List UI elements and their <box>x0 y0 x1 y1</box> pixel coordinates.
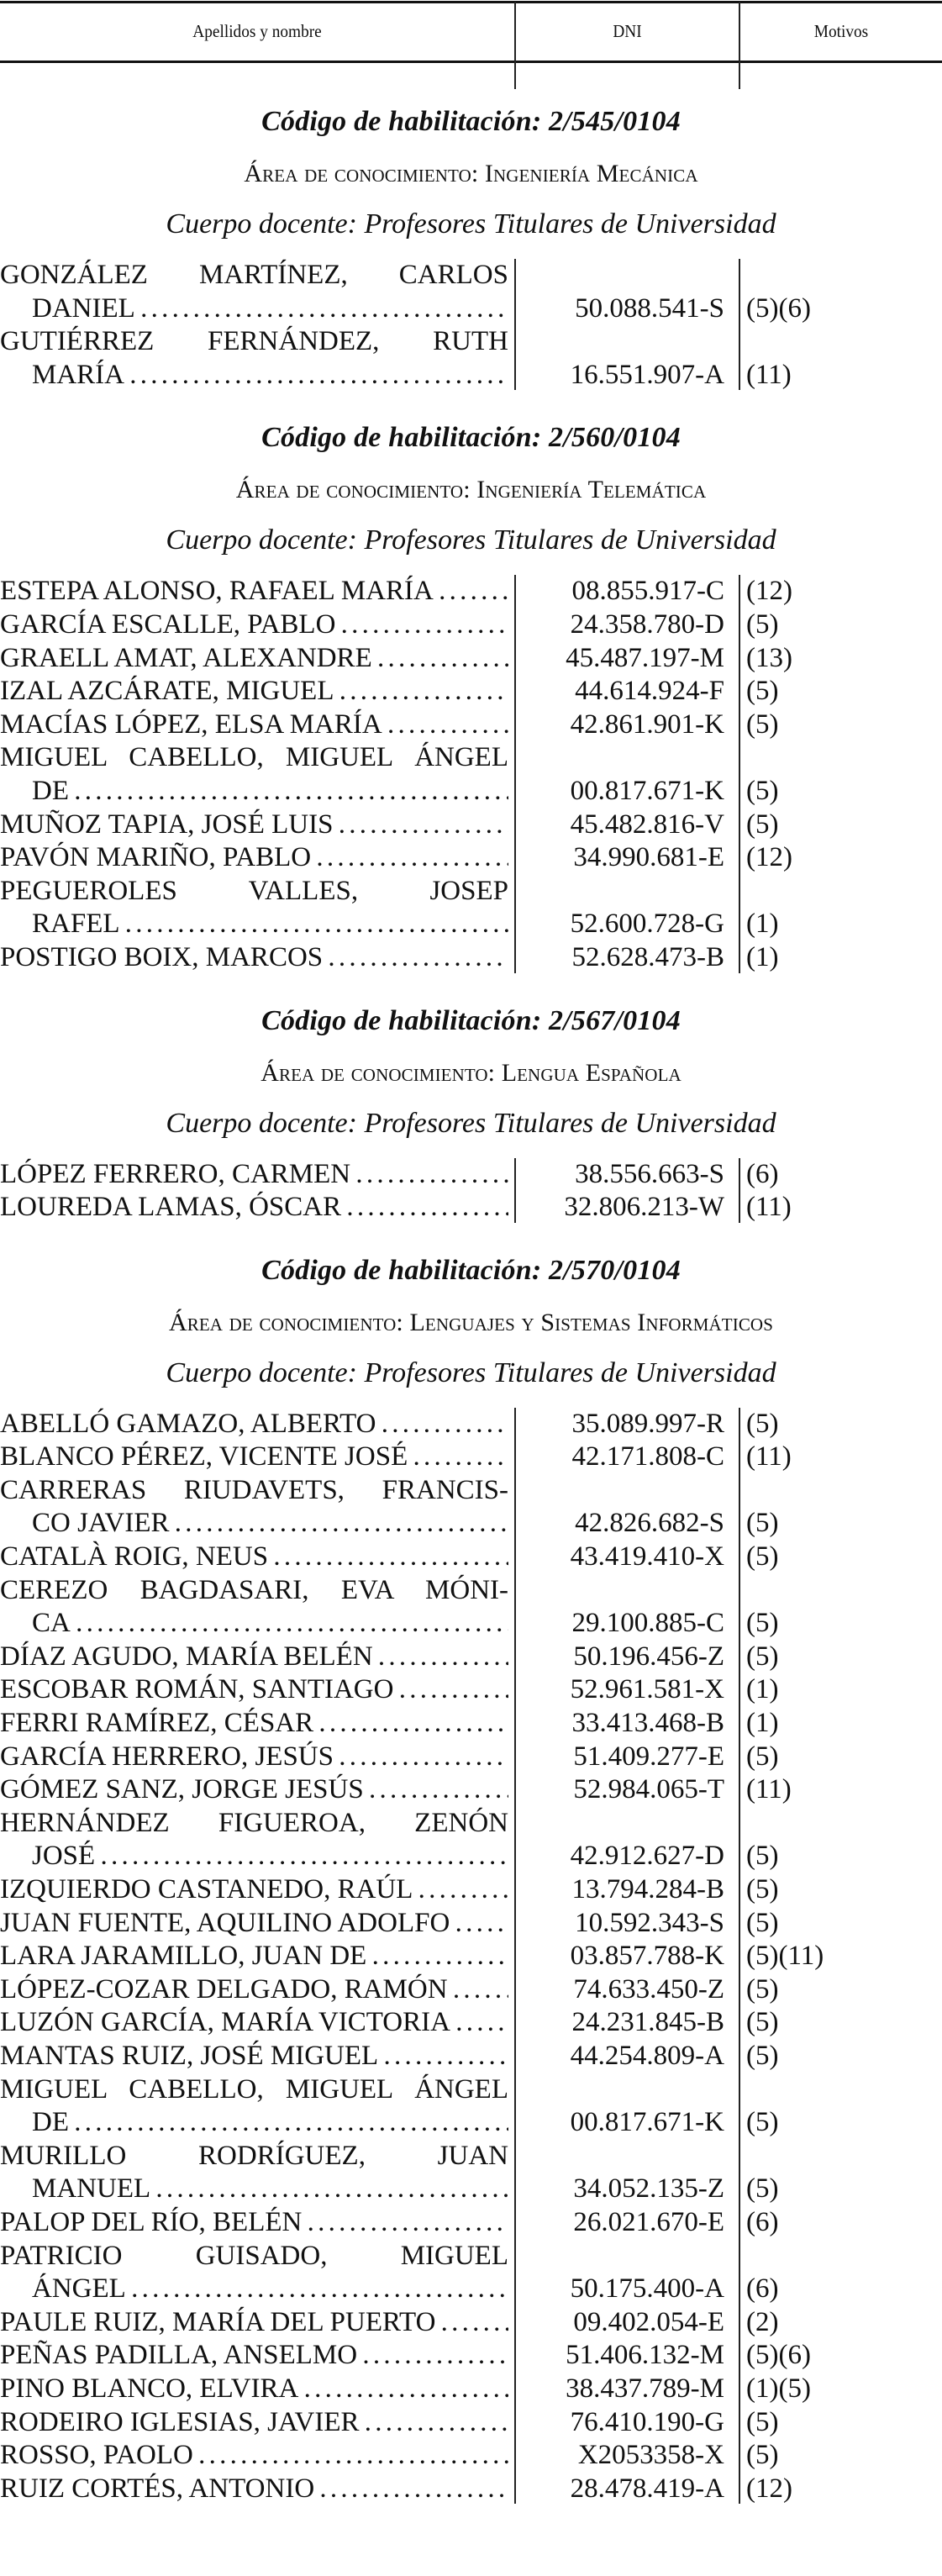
candidate-name <box>0 875 515 941</box>
candidate-name <box>0 1807 515 1873</box>
candidate-motivos: (5) <box>746 1741 779 1772</box>
candidate-name <box>0 2006 515 2040</box>
name-line: CARRERAS RIUDAVETS, FRANCIS- <box>0 1474 508 1505</box>
candidate-motivos: (5) <box>746 775 779 806</box>
candidate-motivos: (5) <box>746 1508 779 1539</box>
candidate-dni: 44.614.924-F <box>575 676 724 707</box>
habilitacion-section <box>0 1238 942 2506</box>
candidate-motivos: (5) <box>746 2007 779 2038</box>
name-continuation-line: JOSÉ . . . <box>0 1840 508 1873</box>
candidate-motivos: (5) <box>746 608 779 640</box>
table-row <box>0 1191 942 1225</box>
candidate-dni: 76.410.190-G <box>570 2406 724 2437</box>
name-continuation-line: MANUEL . . . <box>0 2173 508 2206</box>
name-line: PINO BLANCO, ELVIRA . . . <box>0 2373 508 2406</box>
candidate-motivos: (12) <box>746 2473 792 2504</box>
candidate-name <box>0 1574 515 1641</box>
candidate-motivos: (5) <box>746 1408 779 1439</box>
section-area-heading: Área de conocimiento: Lenguajes y Sistemas Informáticos <box>169 1308 773 1336</box>
habilitacion-section <box>0 89 942 392</box>
name-line: PALOP DEL RÍO, BELÉN . . . <box>0 2206 508 2240</box>
candidate-dni: 24.231.845-B <box>571 2007 724 2038</box>
candidate-motivos: (5) <box>746 2440 779 2471</box>
name-line: PATRICIO GUISADO, MIGUEL <box>0 2240 508 2271</box>
candidate-motivos: (5) <box>746 2040 779 2071</box>
name-line: LARA JARAMILLO, JUAN DE . . . <box>0 1940 508 1973</box>
name-line: GÓMEZ SANZ, JORGE JESÚS . . . <box>0 1773 508 1807</box>
table-row <box>0 2373 942 2406</box>
candidate-motivos: (5)(6) <box>746 2340 811 2371</box>
candidate-motivos: (11) <box>746 1192 792 1223</box>
section-code-heading: Código de habilitación: 2/560/0104 <box>261 422 681 454</box>
candidate-name <box>0 2473 515 2506</box>
candidate-dni: 45.482.816-V <box>570 809 724 840</box>
candidate-dni: 34.990.681-E <box>573 842 724 873</box>
habilitacion-section <box>0 405 942 974</box>
table-row <box>0 1807 942 1873</box>
name-line: MACÍAS LÓPEZ, ELSA MARÍA . . . <box>0 709 508 742</box>
candidate-dni: 35.089.997-R <box>571 1408 724 1439</box>
candidate-name <box>0 608 515 642</box>
candidate-dni: 52.961.581-X <box>570 1674 724 1705</box>
name-line: JUAN FUENTE, AQUILINO ADOLFO . . . <box>0 1907 508 1941</box>
table-row <box>0 1707 942 1741</box>
section-code-heading: Código de habilitación: 2/545/0104 <box>261 106 681 137</box>
candidate-name <box>0 675 515 709</box>
name-line: ABELLÓ GAMAZO, ALBERTO . . . <box>0 1408 508 1441</box>
name-line: GARCÍA HERRERO, JESÚS . . . <box>0 1741 508 1774</box>
candidate-dni: 09.402.054-E <box>573 2306 724 2337</box>
section-cuerpo-heading: Cuerpo docente: Profesores Titulares de Universidad <box>166 208 776 240</box>
candidate-dni: 44.254.809-A <box>570 2040 724 2071</box>
table-row <box>0 325 942 392</box>
candidate-dni: 38.556.663-S <box>575 1158 724 1189</box>
header-bottom-rule <box>0 61 942 63</box>
table-row <box>0 2206 942 2240</box>
candidate-name <box>0 741 515 808</box>
candidate-dni: 10.592.343-S <box>575 1907 724 1938</box>
candidate-motivos: (5) <box>746 1541 779 1572</box>
candidate-name <box>0 1191 515 1225</box>
candidate-motivos: (2) <box>746 2306 779 2337</box>
candidate-dni: 45.487.197-M <box>566 642 724 673</box>
candidate-list <box>0 1158 942 1225</box>
table-row <box>0 941 942 975</box>
name-line: LÓPEZ FERRERO, CARMEN . . . <box>0 1158 508 1192</box>
candidate-motivos: (12) <box>746 842 792 873</box>
name-line: MURILLO RODRÍGUEZ, JUAN <box>0 2140 508 2171</box>
candidate-name <box>0 1474 515 1541</box>
candidate-motivos: (5) <box>746 1841 779 1872</box>
name-line: CEREZO BAGDASARI, EVA MÓNI- <box>0 1574 508 1605</box>
candidate-name <box>0 1441 515 1474</box>
table-row <box>0 1873 942 1907</box>
header-top-rule <box>0 1 942 3</box>
candidate-motivos: (5)(6) <box>746 292 811 324</box>
candidate-motivos: (1) <box>746 941 779 972</box>
name-line: MIGUEL CABELLO, MIGUEL ÁNGEL <box>0 2073 508 2105</box>
name-line: FERRI RAMÍREZ, CÉSAR . . . <box>0 1707 508 1741</box>
candidate-dni: 42.912.627-D <box>570 1841 724 1872</box>
candidate-motivos: (1) <box>746 1674 779 1705</box>
column-header-name: Apellidos y nombre <box>192 21 322 41</box>
candidate-name <box>0 2439 515 2473</box>
section-area-heading: Área de conocimiento: Lengua Española <box>260 1058 682 1087</box>
candidate-dni: 16.551.907-A <box>570 359 724 390</box>
candidate-motivos: (5) <box>746 1641 779 1672</box>
candidate-dni: 52.600.728-G <box>570 909 724 940</box>
candidate-name <box>0 2040 515 2073</box>
name-line: LÓPEZ-COZAR DELGADO, RAMÓN . . . <box>0 1973 508 2007</box>
candidate-name <box>0 2306 515 2340</box>
candidate-motivos: (5) <box>746 1973 779 2004</box>
candidate-motivos: (5) <box>746 1608 779 1639</box>
table-row <box>0 1641 942 1674</box>
table-row <box>0 642 942 676</box>
candidate-dni: 42.171.808-C <box>571 1441 724 1472</box>
candidate-dni: 51.406.132-M <box>566 2340 724 2371</box>
candidate-name <box>0 841 515 875</box>
column-header-motivos: Motivos <box>813 21 869 41</box>
table-row <box>0 1773 942 1807</box>
name-line: GRAELL AMAT, ALEXANDRE . . . <box>0 642 508 676</box>
candidate-dni: 34.052.135-Z <box>573 2173 724 2205</box>
name-line: IZAL AZCÁRATE, MIGUEL . . . <box>0 675 508 709</box>
table-row <box>0 2040 942 2073</box>
candidate-motivos: (11) <box>746 359 792 390</box>
candidate-dni: 51.409.277-E <box>573 1741 724 1772</box>
section-cuerpo-heading: Cuerpo docente: Profesores Titulares de Universidad <box>166 524 776 556</box>
candidate-motivos: (5) <box>746 1874 779 1904</box>
table-row <box>0 2406 942 2440</box>
table-row <box>0 1940 942 1973</box>
section-area-heading: Área de conocimiento: Ingeniería Telemática <box>235 476 707 504</box>
candidate-name <box>0 1973 515 2007</box>
candidate-motivos: (11) <box>746 1774 792 1805</box>
name-line: GONZÁLEZ MARTÍNEZ, CARLOS <box>0 260 508 290</box>
table-row <box>0 741 942 808</box>
candidate-motivos: (6) <box>746 2273 779 2305</box>
candidate-dni: 00.817.671-K <box>570 2107 724 2138</box>
name-continuation-line: CO JAVIER . . . <box>0 1507 508 1541</box>
candidate-motivos: (5) <box>746 2107 779 2138</box>
candidate-name <box>0 1873 515 1907</box>
candidate-dni: 03.857.788-K <box>570 1941 724 1972</box>
table-row <box>0 875 942 941</box>
candidate-name <box>0 1741 515 1774</box>
name-line: ESTEPA ALONSO, RAFAEL MARÍA . . . <box>0 575 508 608</box>
candidate-name <box>0 1773 515 1807</box>
candidate-motivos: (5) <box>746 1907 779 1938</box>
name-line: ROSSO, PAOLO . . . <box>0 2439 508 2473</box>
table-row <box>0 809 942 842</box>
candidate-dni: 42.826.682-S <box>575 1508 724 1539</box>
name-line: DÍAZ AGUDO, MARÍA BELÉN . . . <box>0 1641 508 1674</box>
candidate-name <box>0 2406 515 2440</box>
name-line: LUZÓN GARCÍA, MARÍA VICTORIA . . . <box>0 2006 508 2040</box>
candidate-dni: 50.088.541-S <box>575 292 724 324</box>
candidate-dni: 13.794.284-B <box>571 1874 724 1904</box>
candidate-name <box>0 259 515 325</box>
section-area-heading: Área de conocimiento: Ingeniería Mecánica <box>244 160 698 187</box>
candidate-list <box>0 1408 942 2506</box>
candidate-motivos: (5)(11) <box>746 1941 824 1972</box>
candidate-motivos: (5) <box>746 676 779 707</box>
candidate-dni: 74.633.450-Z <box>573 1973 724 2004</box>
table-row <box>0 575 942 608</box>
candidate-name <box>0 709 515 742</box>
candidate-list <box>0 259 942 392</box>
name-line: ESCOBAR ROMÁN, SANTIAGO . . . <box>0 1673 508 1707</box>
table-row <box>0 259 942 325</box>
candidate-motivos: (5) <box>746 2406 779 2437</box>
candidate-name <box>0 1673 515 1707</box>
candidate-name <box>0 642 515 676</box>
candidate-name <box>0 1940 515 1973</box>
candidate-name <box>0 2373 515 2406</box>
name-line: GARCÍA ESCALLE, PABLO . . . <box>0 608 508 642</box>
candidate-dni: 38.437.789-M <box>566 2373 724 2404</box>
table-row <box>0 1907 942 1941</box>
table-header <box>0 0 942 89</box>
table-row <box>0 675 942 709</box>
candidate-dni: 33.413.468-B <box>571 1708 724 1739</box>
name-continuation-line: DE . . . <box>0 775 508 809</box>
table-row <box>0 1741 942 1774</box>
candidate-name <box>0 325 515 392</box>
name-line: MIGUEL CABELLO, MIGUEL ÁNGEL <box>0 742 508 773</box>
name-line: PAULE RUIZ, MARÍA DEL PUERTO . . . <box>0 2306 508 2340</box>
candidate-name <box>0 809 515 842</box>
name-continuation-line: RAFEL . . . <box>0 908 508 941</box>
name-line: MUÑOZ TAPIA, JOSÉ LUIS . . . <box>0 809 508 842</box>
candidate-name <box>0 2240 515 2306</box>
candidate-dni: 00.817.671-K <box>570 775 724 806</box>
sections-container <box>0 89 942 2505</box>
name-line: HERNÁNDEZ FIGUEROA, ZENÓN <box>0 1807 508 1838</box>
table-row <box>0 1474 942 1541</box>
candidate-motivos: (1)(5) <box>746 2373 811 2404</box>
table-row <box>0 2306 942 2340</box>
table-row <box>0 2006 942 2040</box>
table-row <box>0 608 942 642</box>
section-code-heading: Código de habilitación: 2/570/0104 <box>261 1254 681 1286</box>
name-line: POSTIGO BOIX, MARCOS . . . <box>0 941 508 975</box>
name-line: PEGUEROLES VALLES, JOSEP <box>0 875 508 906</box>
candidate-dni: 50.175.400-A <box>570 2273 724 2305</box>
candidate-name <box>0 1707 515 1741</box>
table-row <box>0 1973 942 2007</box>
column-divider <box>739 2 740 89</box>
name-continuation-line: DE . . . <box>0 2106 508 2140</box>
candidate-name <box>0 1158 515 1192</box>
table-row <box>0 2140 942 2206</box>
name-line: IZQUIERDO CASTANEDO, RAÚL . . . <box>0 1873 508 1907</box>
name-continuation-line: DANIEL . . . <box>0 292 508 326</box>
candidate-dni: 28.478.419-A <box>570 2473 724 2504</box>
table-row <box>0 1158 942 1192</box>
candidate-dni: 26.021.670-E <box>573 2206 724 2237</box>
name-line: LOUREDA LAMAS, ÓSCAR . . . <box>0 1191 508 1225</box>
candidate-name <box>0 575 515 608</box>
column-header-dni: DNI <box>613 21 642 41</box>
name-line: RUIZ CORTÉS, ANTONIO . . . <box>0 2473 508 2506</box>
candidate-name <box>0 1408 515 1441</box>
candidate-motivos: (1) <box>746 1708 779 1739</box>
table-row <box>0 1408 942 1441</box>
candidate-dni: 42.861.901-K <box>570 709 724 740</box>
candidate-dni: 29.100.885-C <box>571 1608 724 1639</box>
name-line: GUTIÉRREZ FERNÁNDEZ, RUTH <box>0 326 508 357</box>
name-continuation-line: MARÍA . . . <box>0 359 508 392</box>
candidate-motivos: (5) <box>746 809 779 840</box>
candidate-dni: 24.358.780-D <box>570 608 724 640</box>
candidate-name <box>0 2339 515 2373</box>
table-row <box>0 709 942 742</box>
candidate-name <box>0 1541 515 1574</box>
candidate-name <box>0 2206 515 2240</box>
column-divider <box>514 2 516 89</box>
candidate-motivos: (12) <box>746 576 792 607</box>
candidate-name <box>0 1641 515 1674</box>
name-continuation-line: ÁNGEL . . . <box>0 2273 508 2306</box>
candidate-motivos: (13) <box>746 642 792 673</box>
name-line: MANTAS RUIZ, JOSÉ MIGUEL . . . <box>0 2040 508 2073</box>
section-cuerpo-heading: Cuerpo docente: Profesores Titulares de Universidad <box>166 1107 776 1139</box>
name-line: CATALÀ ROIG, NEUS . . . <box>0 1541 508 1574</box>
table-row <box>0 2240 942 2306</box>
candidate-dni: 08.855.917-C <box>571 576 724 607</box>
section-cuerpo-heading: Cuerpo docente: Profesores Titulares de Universidad <box>166 1356 776 1388</box>
candidate-dni: 50.196.456-Z <box>573 1641 724 1672</box>
candidate-dni: 52.628.473-B <box>571 941 724 972</box>
candidate-name <box>0 2073 515 2140</box>
name-line: PEÑAS PADILLA, ANSELMO . . . <box>0 2339 508 2373</box>
candidate-motivos: (6) <box>746 1158 779 1189</box>
name-continuation-line: CA . . . <box>0 1607 508 1641</box>
table-row <box>0 1673 942 1707</box>
candidate-dni: 32.806.213-W <box>564 1192 724 1223</box>
habilitacion-section <box>0 988 942 1225</box>
table-row <box>0 841 942 875</box>
candidate-list <box>0 575 942 974</box>
candidate-name <box>0 2140 515 2206</box>
candidate-motivos: (5) <box>746 709 779 740</box>
candidate-motivos: (5) <box>746 2173 779 2205</box>
candidate-name <box>0 941 515 975</box>
candidate-dni: 43.419.410-X <box>570 1541 724 1572</box>
candidate-motivos: (1) <box>746 909 779 940</box>
table-row <box>0 1574 942 1641</box>
candidate-motivos: (11) <box>746 1441 792 1472</box>
table-row <box>0 2473 942 2506</box>
candidate-dni: 52.984.065-T <box>573 1774 724 1805</box>
table-row <box>0 2339 942 2373</box>
candidate-dni: X2053358-X <box>577 2440 724 2471</box>
table-row <box>0 2439 942 2473</box>
table-row <box>0 1541 942 1574</box>
table-row <box>0 1441 942 1474</box>
candidate-name <box>0 1907 515 1941</box>
name-line: RODEIRO IGLESIAS, JAVIER . . . <box>0 2406 508 2440</box>
table-row <box>0 2073 942 2140</box>
name-line: BLANCO PÉREZ, VICENTE JOSÉ . . . <box>0 1441 508 1474</box>
name-line: PAVÓN MARIÑO, PABLO . . . <box>0 841 508 875</box>
candidate-motivos: (6) <box>746 2206 779 2237</box>
section-code-heading: Código de habilitación: 2/567/0104 <box>261 1004 681 1036</box>
